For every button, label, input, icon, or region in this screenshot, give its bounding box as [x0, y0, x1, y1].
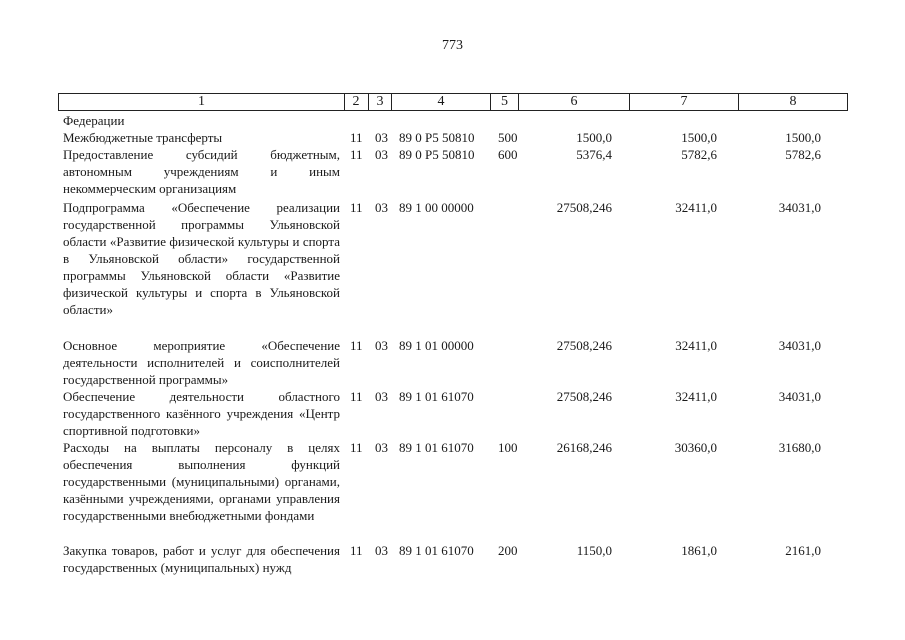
row-expense-type: 600	[498, 147, 518, 162]
row-year3: 2161,0	[785, 543, 821, 558]
row-section: 11	[350, 200, 363, 215]
row-section: 11	[350, 130, 363, 145]
row-year3: 34031,0	[778, 200, 821, 215]
header-col-section: 2	[344, 93, 369, 111]
row-year3: 31680,0	[778, 440, 821, 455]
row-year1: 5376,4	[576, 147, 612, 162]
row-year1: 27508,246	[556, 338, 612, 353]
row-target-item: 89 0 P5 50810	[399, 147, 475, 162]
row-year3: 34031,0	[778, 338, 821, 353]
row-name: Федерации	[63, 113, 125, 128]
row-year3: 1500,0	[785, 130, 821, 145]
header-col-year3: 8	[739, 93, 848, 111]
row-section: 11	[350, 338, 363, 353]
row-subsection: 03	[375, 338, 388, 353]
row-section: 11	[350, 543, 363, 558]
page-number: 773	[442, 38, 463, 53]
row-name: Подпрограмма «Обеспечение реализации государственной программы Ульяновской области «Развитие физической культуры и спорта в Ульяновской области» государственной программы Ульяновской области «Развитие физической культуры и спорта в Ульяновской области»	[63, 200, 340, 317]
row-year2: 32411,0	[675, 389, 717, 404]
row-year1: 27508,246	[556, 200, 612, 215]
row-subsection: 03	[375, 147, 388, 162]
row-year1: 27508,246	[556, 389, 612, 404]
header-col-target-item: 4	[392, 93, 491, 111]
row-year3: 34031,0	[778, 389, 821, 404]
header-col-year2: 7	[630, 93, 739, 111]
row-year3: 5782,6	[785, 147, 821, 162]
row-target-item: 89 1 00 00000	[399, 200, 474, 215]
row-expense-type: 500	[498, 130, 518, 145]
row-year1: 26168,246	[556, 440, 612, 455]
row-year2: 32411,0	[675, 200, 717, 215]
row-year2: 1861,0	[681, 543, 717, 558]
row-name: Предоставление субсидий бюджетным, автономным учреждениям и иным некоммерческим организациям	[63, 147, 340, 196]
row-year1: 1150,0	[576, 543, 612, 558]
row-section: 11	[350, 147, 363, 162]
row-target-item: 89 1 01 61070	[399, 389, 474, 404]
row-name: Основное мероприятие «Обеспечение деятельности исполнителей и соисполнителей государственной программы»	[63, 338, 340, 387]
row-target-item: 89 1 01 61070	[399, 440, 474, 455]
row-year2: 1500,0	[681, 130, 717, 145]
row-subsection: 03	[375, 543, 388, 558]
row-year2: 30360,0	[674, 440, 717, 455]
row-subsection: 03	[375, 130, 388, 145]
row-target-item: 89 1 01 00000	[399, 338, 474, 353]
row-expense-type: 100	[498, 440, 518, 455]
row-subsection: 03	[375, 440, 388, 455]
row-name: Межбюджетные трансферты	[63, 130, 223, 145]
row-year1: 1500,0	[576, 130, 612, 145]
row-year2: 32411,0	[675, 338, 717, 353]
header-col-expense-type: 5	[491, 93, 519, 111]
row-name: Закупка товаров, работ и услуг для обеспечения государственных (муниципальных) нужд	[63, 543, 340, 575]
row-section: 11	[350, 389, 363, 404]
row-expense-type: 200	[498, 543, 518, 558]
row-target-item: 89 0 P5 50810	[399, 130, 475, 145]
row-subsection: 03	[375, 389, 388, 404]
header-col-subsection: 3	[369, 93, 392, 111]
row-target-item: 89 1 01 61070	[399, 543, 474, 558]
row-year2: 5782,6	[681, 147, 717, 162]
table-header	[58, 93, 848, 111]
header-col-year1: 6	[519, 93, 630, 111]
row-subsection: 03	[375, 200, 388, 215]
row-name: Обеспечение деятельности областного государственного казённого учреждения «Центр спортивной подготовки»	[63, 389, 340, 438]
header-col-name: 1	[58, 93, 345, 111]
row-section: 11	[350, 440, 363, 455]
row-name: Расходы на выплаты персоналу в целях обеспечения выполнения функций государственными (муниципальными) органами, казёнными учреждениями, органами управления государственными внебюджетными фондами	[63, 440, 340, 523]
